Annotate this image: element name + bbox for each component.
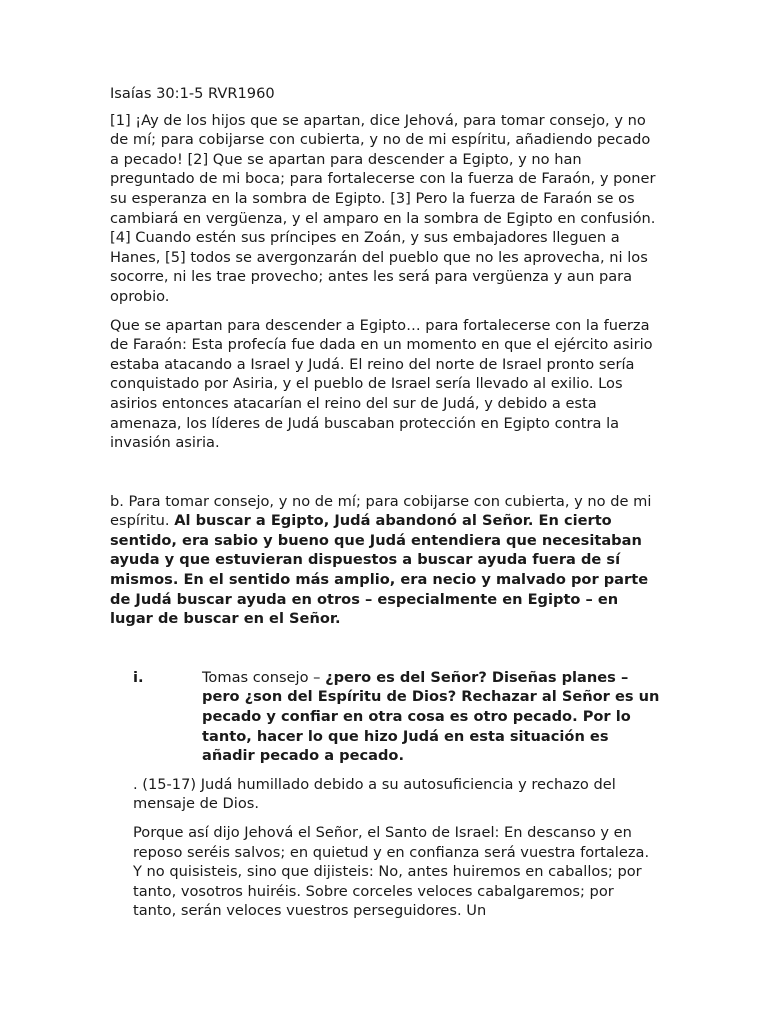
list-item-normal-text: Tomas consejo – [202,668,326,686]
list-item-bold-text: ¿pero es del Señor? Diseñas planes – pero ¿son del Espíritu de Dios? Rechazar al Señor es un pecado y confiar en otra cosa es otro pecado. Por lo tanto, hacer lo que hizo Judá en esta situación es añadir pecado a pecado. [202,668,660,765]
commentary-paragraph: Que se apartan para descender a Egipto… para fortalecerse con la fuerza de Faraón: Esta profecía fue dada en un momento en que el ejército asirio estaba atacando a Israel y Judá. El reino del norte de Israel pronto sería conquistado por Asiria, y el pueblo de Israel sería llevado al exilio. Los asirios entonces atacarían el reino del sur de Judá, y debido a esta amenaza, los líderes de Judá buscaban protección en Egipto contra la invasión asiria. [110,316,653,452]
scripture-passage: [1] ¡Ay de los hijos que se apartan, dice Jehová, para tomar consejo, y no de mí; para cobijarse con cubierta, y no de mi espíritu, añadiendo pecado a pecado! [2] Que se apartan para descender a Egipto, y no han preguntado de mi boca; para fortalecerse con la fuerza de Faraón, y poner su esperanza en la sombra de Egipto. [3] Pero la fuerza de Faraón se os cambiará en vergüenza, y el amparo en la sombra de Egipto en confusión. [4] Cuando estén sus príncipes en Zoán, y sus embajadores lleguen a Hanes, [5] todos se avergonzarán del pueblo que no les aprovecha, ni los socorre, ni les trae provecho; antes les será para vergüenza y aun para oprobio. [110,111,656,305]
point-b-paragraph [110,492,660,629]
point-b-bold-text: Al buscar a Egipto, Judá abandonó al Señor. En cierto sentido, era sabio y bueno que Judá entendiera que necesitaban ayuda y que estuvieran dispuestos a buscar ayuda fuera de sí mismos. En el sentido más amplio, era necio y malvado por parte de Judá buscar ayuda en otros – especialmente en Egipto – en lugar de buscar en el Señor. [110,512,649,628]
document-page [110,84,660,921]
list-item-i [133,668,660,766]
list-marker: i. [133,668,144,686]
scripture-passage-15: Porque así dijo Jehová el Señor, el Santo de Israel: En descanso y en reposo seréis salvos; en quietud y en confianza será vuestra fortaleza. Y no quisisteis, sino que dijisteis: No, antes huiremos en caballos; por tanto, vosotros huiréis. Sobre corceles veloces cabalgaremos; por tanto, serán veloces vuestros perseguidores. Un [133,824,650,920]
point-b-normal-text: b. Para tomar consejo, y no de mí; para cobijarse con cubierta, y no de mi espíritu. [110,492,652,530]
section-sub-heading: . (15-17) Judá humillado debido a su autosuficiencia y rechazo del mensaje de Dios. [133,775,616,813]
document-title: Isaías 30:1-5 RVR1960 [110,85,275,102]
